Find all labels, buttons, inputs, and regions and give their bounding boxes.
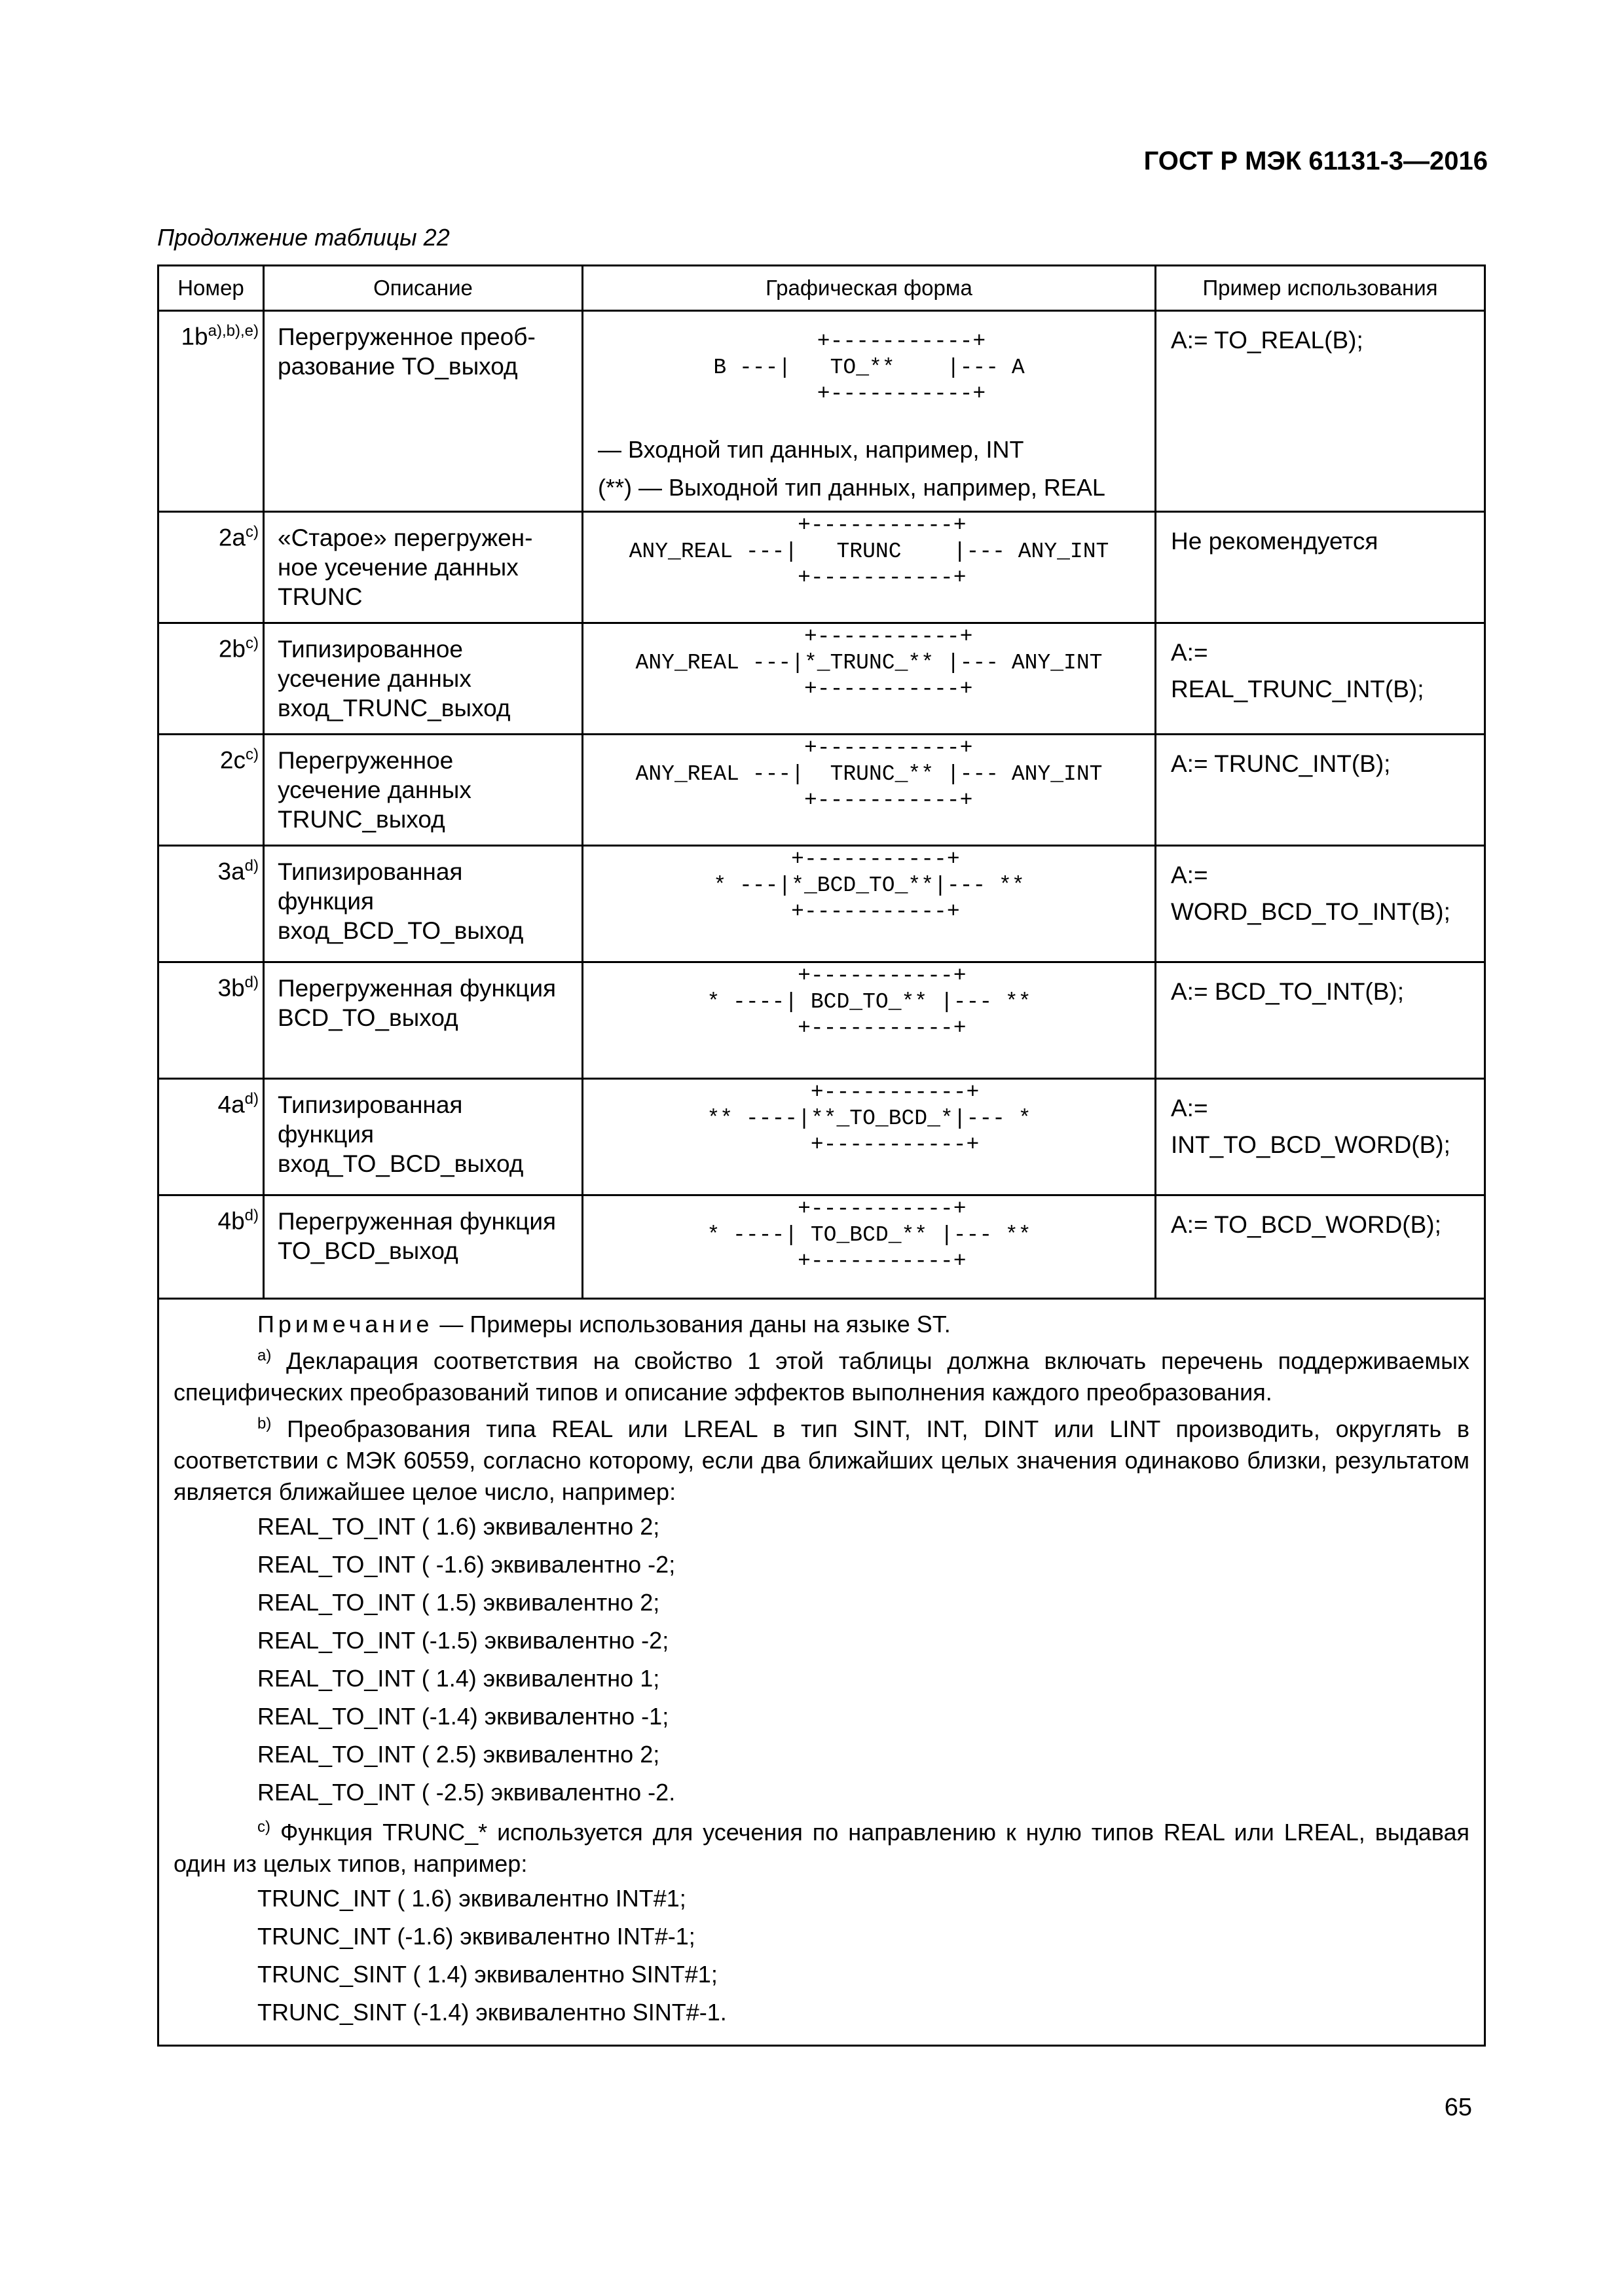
description-line: TRUNC [278, 583, 363, 610]
table-row [158, 1079, 1485, 1195]
row-number-text: 3b [217, 974, 245, 1002]
description-line: Перегруженная функция [278, 1208, 557, 1235]
row-usage-example [1156, 512, 1485, 623]
table-row [158, 1195, 1485, 1299]
example-line: A:= [1171, 1095, 1208, 1121]
page-number: 65 [1444, 2094, 1472, 2121]
function-block-diagram: +-----------+ ANY_REAL ---|*_TRUNC_** |--- ANY_INT +-----------+ [635, 625, 1103, 701]
column-header: Описание [264, 266, 583, 311]
row-number [158, 846, 264, 962]
table-header-row [158, 266, 1485, 311]
row-graphic-form [583, 1079, 1156, 1195]
row-description [264, 311, 583, 512]
column-header: Номер [158, 266, 264, 311]
function-block-diagram: +-----------+ ANY_REAL ---| TRUNC |--- ANY_INT +-----------+ [629, 513, 1109, 590]
note-text: — Примеры использования даны на языке ST. [433, 1311, 951, 1338]
description-line: Типизированная [278, 858, 463, 885]
function-block-diagram: +-----------+ * ----| TO_BCD_** |--- ** +-----------+ [707, 1197, 1031, 1273]
description-line: усечение данных [278, 665, 471, 692]
row-footnote-ref: c) [246, 634, 259, 652]
conversion-table [157, 264, 1486, 2047]
description-line: вход_BCD_TO_выход [278, 917, 524, 944]
description-line: TRUNC_выход [278, 806, 445, 833]
table-row [158, 512, 1485, 623]
table-row [158, 735, 1485, 846]
example-line: REAL_TRUNC_INT(B); [1171, 676, 1424, 702]
table-row [158, 311, 1485, 512]
graphic-note-line: (**) — Выходной тип данных, например, REAL [598, 474, 1105, 501]
row-usage-example [1156, 1079, 1485, 1195]
example-line: INT_TO_BCD_WORD(B); [1171, 1131, 1450, 1158]
description-line: вход_TO_BCD_выход [278, 1150, 524, 1177]
table-row [158, 962, 1485, 1079]
table-row [158, 623, 1485, 735]
footnote-a [174, 1340, 1469, 1408]
example-line: A:= BCD_TO_INT(B); [1171, 978, 1405, 1005]
example-line: REAL_TO_INT ( 1.6) эквивалентно 2; [257, 1513, 660, 1540]
row-description [264, 623, 583, 735]
example-line: REAL_TO_INT (-1.4) эквивалентно -1; [257, 1703, 669, 1730]
row-number-text: 3a [217, 858, 245, 885]
footnote-text: Преобразования типа REAL или LREAL в тип SINT, INT, DINT или LINT производить, округлять в соответствии с МЭК 60559, согласно которому, если два ближайших целых значения одинаково близки, результатом является ближайшее целое число, например: [174, 1415, 1469, 1505]
row-description [264, 1195, 583, 1299]
example-line: A:= [1171, 862, 1208, 888]
example-line: TRUNC_INT (-1.6) эквивалентно INT#-1; [257, 1923, 695, 1950]
footnote-mark: c) [257, 1818, 270, 1836]
column-header: Графическая форма [583, 266, 1156, 311]
row-usage-example [1156, 311, 1485, 512]
description-line: TO_BCD_выход [278, 1237, 458, 1264]
column-header: Пример использования [1156, 266, 1485, 311]
row-number-text: 2a [218, 524, 246, 551]
row-graphic-form [583, 962, 1156, 1079]
row-number [158, 623, 264, 735]
example-line: REAL_TO_INT (-1.5) эквивалентно -2; [257, 1627, 669, 1654]
description-line: функция [278, 1121, 375, 1148]
function-block-diagram: +-----------+ ANY_REAL ---| TRUNC_** |--- ANY_INT +-----------+ [635, 736, 1103, 812]
row-number-text: 2b [218, 635, 246, 663]
row-graphic-form [583, 1195, 1156, 1299]
example-line: A:= TRUNC_INT(B); [1171, 750, 1391, 777]
table-row [158, 846, 1485, 962]
description-line: функция [278, 888, 375, 915]
row-footnote-ref: d) [244, 1090, 259, 1108]
row-number-text: 4b [217, 1207, 245, 1235]
row-number-text: 1b [181, 323, 208, 350]
row-footnote-ref: d) [244, 857, 259, 875]
row-number-text: 2c [219, 746, 246, 774]
example-line: REAL_TO_INT ( 1.5) эквивалентно 2; [257, 1589, 660, 1616]
row-number-text: 4a [217, 1091, 245, 1118]
function-block-diagram: +-----------+ * ----| BCD_TO_** |--- ** +-----------+ [707, 964, 1031, 1040]
example-line: Не рекомендуется [1171, 528, 1378, 555]
example-line: A:= TO_REAL(B); [1171, 327, 1363, 354]
row-footnote-ref: d) [244, 1207, 259, 1224]
description-line: Перегруженная функция [278, 975, 557, 1002]
example-line: A:= TO_BCD_WORD(B); [1171, 1211, 1441, 1238]
row-description [264, 962, 583, 1079]
row-number [158, 1195, 264, 1299]
row-graphic-form [583, 623, 1156, 735]
description-line: BCD_TO_выход [278, 1004, 458, 1031]
document-header: ГОСТ Р МЭК 61131-3—2016 [1143, 147, 1488, 175]
note-label: Примечание [257, 1311, 434, 1338]
footnote-text: Функция TRUNC_* используется для усечения по направлению к нулю типов REAL или LREAL, выдавая один из целых типов, например: [174, 1819, 1469, 1877]
row-usage-example [1156, 846, 1485, 962]
row-usage-example [1156, 623, 1485, 735]
description-line: усечение данных [278, 776, 471, 803]
row-usage-example [1156, 962, 1485, 1079]
table-caption: Продолжение таблицы 22 [157, 224, 450, 251]
row-number [158, 311, 264, 512]
example-line: WORD_BCD_TO_INT(B); [1171, 898, 1450, 925]
description-line: разование TO_выход [278, 353, 518, 380]
description-line: Типизированное [278, 636, 463, 663]
notes-row [158, 1299, 1485, 2046]
example-line: TRUNC_SINT (-1.4) эквивалентно SINT#-1. [257, 1999, 727, 2026]
graphic-notes [583, 427, 1154, 511]
row-description [264, 1079, 583, 1195]
function-block-diagram: +-----------+ * ---|*_BCD_TO_**|--- ** +-----------+ [713, 847, 1025, 924]
row-footnote-ref: c) [246, 746, 259, 763]
example-line: REAL_TO_INT ( 1.4) эквивалентно 1; [257, 1665, 660, 1692]
row-number [158, 1079, 264, 1195]
row-graphic-form [583, 311, 1156, 512]
example-line: REAL_TO_INT ( -2.5) эквивалентно -2. [257, 1779, 676, 1806]
description-line: ное усечение данных [278, 554, 519, 581]
function-block-diagram: +-----------+ B ---| TO_** |--- A +-----------+ [713, 329, 1025, 406]
graphic-note-line: — Входной тип данных, например, INT [598, 436, 1024, 463]
row-number [158, 962, 264, 1079]
row-description [264, 512, 583, 623]
footnote-b-examples [174, 1508, 1469, 1812]
row-footnote-ref: d) [244, 974, 259, 991]
example-line: REAL_TO_INT ( -1.6) эквивалентно -2; [257, 1551, 676, 1578]
example-line: REAL_TO_INT ( 2.5) эквивалентно 2; [257, 1741, 660, 1768]
description-line: Типизированная [278, 1091, 463, 1118]
footnote-text: Декларация соответствия на свойство 1 этой таблицы должна включать перечень поддерживаемых специфических преобразований типов и описание эффектов выполнения каждого преобразования. [174, 1347, 1469, 1406]
row-description [264, 846, 583, 962]
row-usage-example [1156, 735, 1485, 846]
example-line: TRUNC_SINT ( 1.4) эквивалентно SINT#1; [257, 1961, 718, 1988]
row-graphic-form [583, 846, 1156, 962]
row-footnote-ref: a),b),e) [208, 322, 259, 340]
description-line: Перегруженное преоб- [278, 323, 536, 350]
row-description [264, 735, 583, 846]
footnote-mark: a) [257, 1347, 272, 1364]
footnote-b [174, 1408, 1469, 1508]
footnote-c-examples [174, 1880, 1469, 2032]
row-footnote-ref: c) [246, 523, 259, 541]
notes-cell [158, 1299, 1485, 2046]
row-graphic-form [583, 735, 1156, 846]
row-number [158, 512, 264, 623]
function-block-diagram: +-----------+ ** ----|**_TO_BCD_*|--- * +-----------+ [707, 1080, 1031, 1157]
footnote-mark: b) [257, 1415, 272, 1432]
note-general [174, 1309, 1469, 1340]
row-number [158, 735, 264, 846]
description-line: вход_TRUNC_выход [278, 695, 511, 721]
row-usage-example [1156, 1195, 1485, 1299]
row-graphic-form [583, 512, 1156, 623]
example-line: A:= [1171, 639, 1208, 666]
example-line: TRUNC_INT ( 1.6) эквивалентно INT#1; [257, 1885, 686, 1912]
description-line: Перегруженное [278, 747, 454, 774]
description-line: «Старое» перегружен- [278, 524, 533, 551]
footnote-c [174, 1812, 1469, 1880]
